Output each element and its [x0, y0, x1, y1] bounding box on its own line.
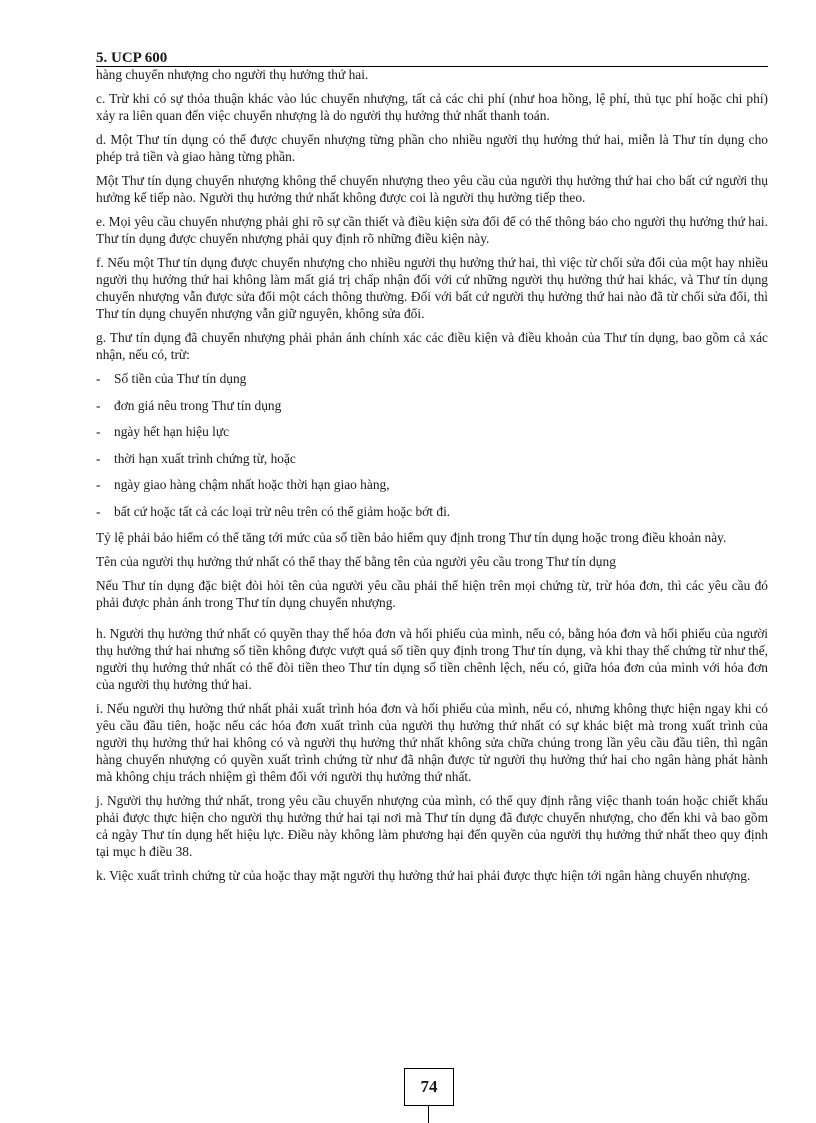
- list-item: - ngày giao hàng chậm nhất hoặc thời hạn giao hàng,: [96, 477, 390, 492]
- bullet-marker: -: [96, 503, 101, 519]
- paragraph-h: h. Người thụ hưởng thứ nhất có quyền thay thế hóa đơn và hối phiếu của mình, nếu có, bằng hóa đơn và hối phiếu của người thụ hưởng thứ hai nhưng số tiền không được vượt quá số tiền quy định trong Thư tín dụng, và khi thay thế chứng từ như thế, người thụ hưởng thứ nhất có thể đòi tiền theo Thư tín dụng số tiền chênh lệch, nếu có, giữa hóa đơn của mình với hóa đơn của người thụ hưởng thứ hai.: [96, 626, 768, 692]
- bullet-marker: -: [96, 397, 101, 413]
- bullet-marker: -: [96, 450, 101, 466]
- paragraph: Tỷ lệ phải bảo hiểm có thể tăng tới mức của số tiền bảo hiểm quy định trong Thư tín dụng hoặc trong điều khoản này.: [96, 530, 727, 545]
- list-item: - đơn giá nêu trong Thư tín dụng: [96, 397, 282, 413]
- list-item: - ngày hết hạn hiệu lực: [96, 424, 230, 439]
- list-item: - bất cứ hoặc tất cả các loại trừ nêu trên có thể giảm hoặc bớt đi.: [96, 503, 451, 519]
- paragraph-g: g. Thư tín dụng đã chuyển nhượng phải phản ánh chính xác các điều kiện và điều khoản của Thư tín dụng, bao gồm cả xác nhận, nếu có, trừ:: [96, 330, 768, 362]
- paragraph: Tên của người thụ hưởng thứ nhất có thể thay thế bằng tên của người yêu cầu trong Thư tín dụng: [96, 554, 616, 569]
- paragraph-e: e. Mọi yêu cầu chuyển nhượng phải ghi rõ sự cần thiết và điều kiện sửa đổi để có thể thông báo cho người thụ hưởng thứ hai. Thư tín dụng được chuyển nhượng phải quy định rõ những điều kiện này.: [96, 214, 768, 246]
- document-body: [96, 66, 768, 891]
- list-item: - thời hạn xuất trình chứng từ, hoặc: [96, 450, 296, 466]
- page-number: 74: [420, 1077, 438, 1096]
- paragraph: Một Thư tín dụng chuyển nhượng không thể chuyển nhượng theo yêu cầu của người thụ hưởng thứ hai cho bất cứ người thụ hưởng kế tiếp nào. Người thụ hưởng thứ nhất không được coi là người thụ hưởng tiếp theo.: [96, 173, 768, 205]
- bullet-marker: -: [96, 424, 101, 439]
- bullet-marker: -: [96, 477, 101, 492]
- paragraph: hàng chuyển nhượng cho người thụ hưởng thứ hai.: [96, 67, 369, 82]
- paragraph: Nếu Thư tín dụng đặc biệt đòi hỏi tên của người yêu cầu phải thể hiện trên mọi chứng từ, trừ hóa đơn, thì các yêu cầu đó phải được phản ánh trong Thư tín dụng chuyển nhượng.: [96, 578, 768, 610]
- paragraph-k: k. Việc xuất trình chứng từ của hoặc thay mặt người thụ hưởng thứ hai phải được thực hiện tới ngân hàng chuyển nhượng.: [96, 868, 751, 883]
- paragraph-i: i. Nếu người thụ hưởng thứ nhất phải xuất trình hóa đơn và hối phiếu của mình, nếu có, nhưng không thực hiện ngay khi có yêu cầu đầu tiên, hoặc nếu các hóa đơn xuất trình của người thụ hưởng thứ nhất có sự khác biệt mà trong xuất trình của người thụ hưởng thứ hai không có và người thụ hưởng thứ nhất không sửa chữa chúng trong lần yêu cầu đầu tiên, thì ngân hàng chuyển nhượng có quyền xuất trình chứng từ như đã nhận được từ người thụ hưởng thứ hai cho ngân hàng phát hành mà không chịu trách nhiệm gì thêm đối với người thụ hưởng thứ nhất.: [96, 701, 768, 784]
- paragraph-c: c. Trừ khi có sự thỏa thuận khác vào lúc chuyển nhượng, tất cả các chi phí (như hoa hồng, lệ phí, thủ tục phí hoặc chi phí) xảy ra liên quan đến việc chuyển nhượng là do người thụ hưởng thứ nhất thanh toán.: [96, 91, 768, 123]
- bullet-marker: -: [96, 371, 101, 386]
- page-number-box: [404, 1068, 454, 1106]
- list-item: - Số tiền của Thư tín dụng: [96, 371, 247, 386]
- paragraph-f: f. Nếu một Thư tín dụng được chuyển nhượng cho nhiều người thụ hưởng thứ hai, thì việc từ chối sửa đổi của một hay nhiều người thụ hưởng thứ hai không làm mất giá trị chấp nhận đối với cứ những người thụ hưởng thứ hai khác, và Thư tín dụng chuyển nhượng vẫn được sửa đổi một cách thông thường. Đối với bất cứ người thụ hưởng thứ hai nào đã từ chối sửa đổi, thì Thư tín dụng chuyển nhượng vẫn giữ nguyên, không sửa đổi.: [96, 255, 768, 321]
- paragraph-d: d. Một Thư tín dụng có thể được chuyển nhượng từng phần cho nhiều người thụ hưởng thứ hai, miễn là Thư tín dụng cho phép trả tiền và giao hàng từng phần.: [96, 132, 768, 164]
- page-header: [96, 50, 768, 67]
- header-title: 5. UCP 600: [96, 50, 168, 66]
- exception-list: [96, 370, 768, 520]
- paragraph-j: j. Người thụ hưởng thứ nhất, trong yêu cầu chuyển nhượng của mình, có thể quy định rằng việc thanh toán hoặc chiết khấu phải được thực hiện cho người thụ hưởng thứ hai tại nơi mà Thư tín dụng đã được chuyển nhượng, cho đến khi và bao gồm cả ngày Thư tín dụng hết hiệu lực. Điều này không làm phương hại đến quyền của người thụ hưởng thứ nhất theo quy định tại mục h điều 38.: [96, 793, 768, 859]
- page-number-tick: [428, 1105, 429, 1123]
